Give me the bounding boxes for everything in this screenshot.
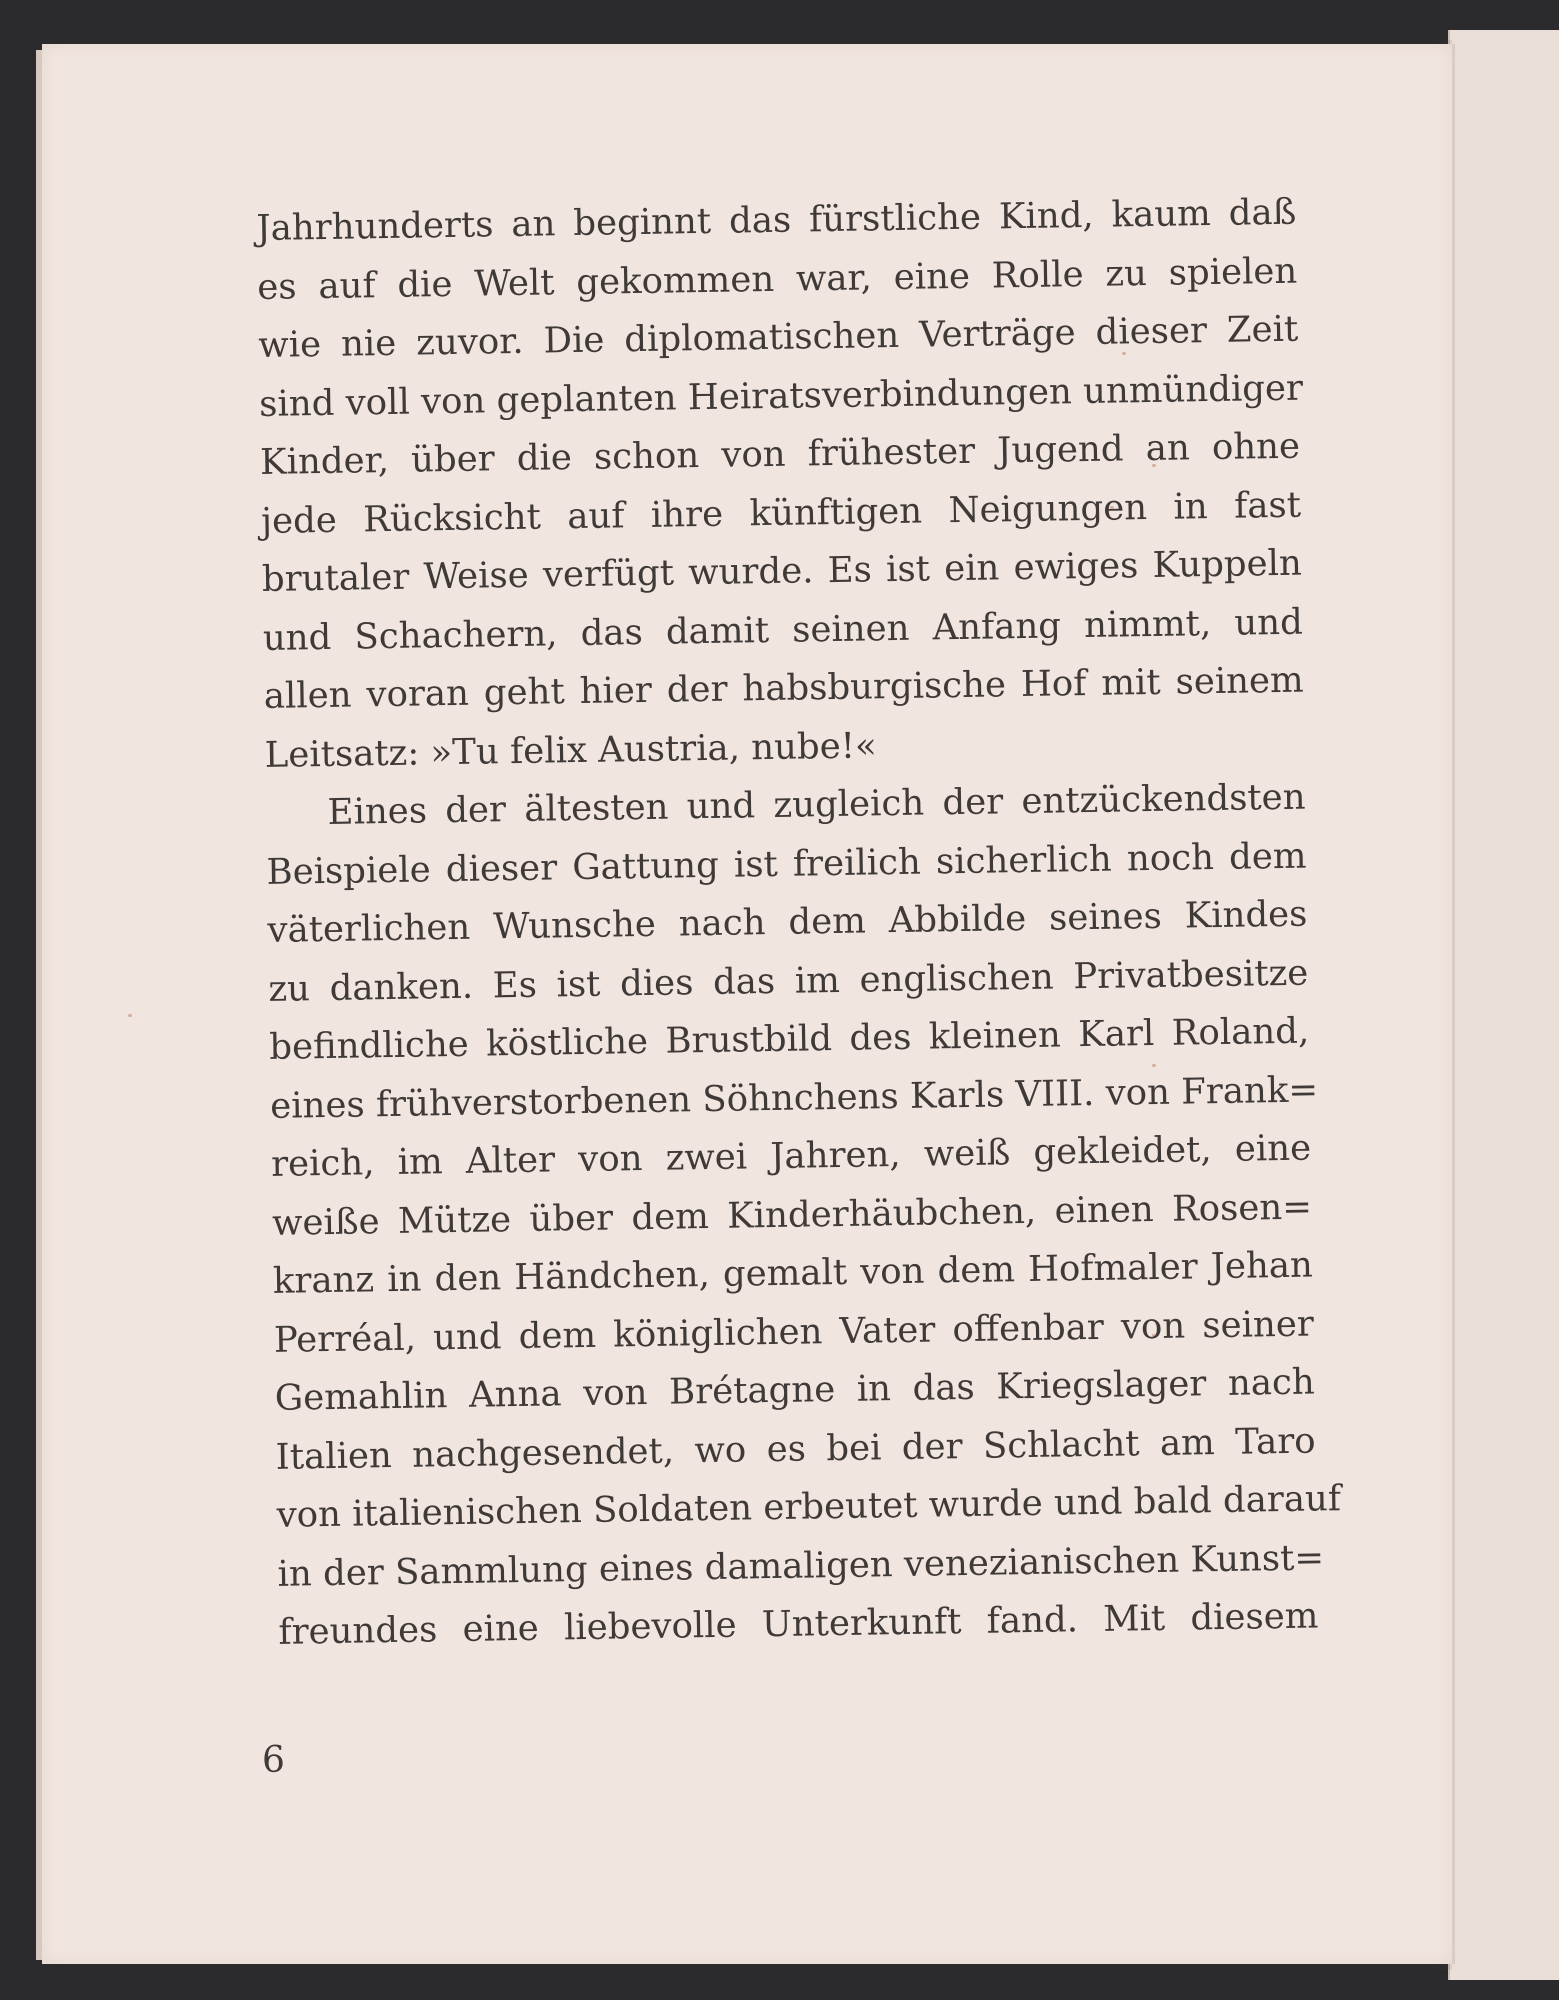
text-line: und Schachern, das damit seinen Anfang nimmt, und <box>262 601 1304 659</box>
text-line: in der Sammlung eines damaligen venezianischen Kunst= <box>277 1536 1325 1595</box>
text-line: Jahrhunderts an beginnt das fürstliche Kind, kaum daß <box>256 191 1297 249</box>
text-line: weiße Mütze über dem Kinderhäubchen, einen Rosen= <box>271 1186 1313 1244</box>
text-line: väterlichen Wunsche nach dem Abbilde seines Kindes <box>267 893 1308 951</box>
text-line: reich, im Alter von zwei Jahren, weiß gekleidet, eine <box>270 1127 1312 1185</box>
text-line: sind voll von geplanten Heiratsverbindungen unmündiger <box>258 367 1304 425</box>
text-line: Leitsatz: »Tu felix Austria, nube!« <box>264 724 877 776</box>
text-line: Eines der ältesten und zugleich der entzückendsten <box>327 776 1306 833</box>
text-line: zu danken. Es ist dies das im englischen Privatbesitze <box>268 952 1309 1010</box>
text-line: Gemahlin Anna von Brétagne in das Kriegslager nach <box>274 1361 1316 1419</box>
text-line: Beispiele dieser Gattung ist freilich sicherlich noch dem <box>266 835 1307 893</box>
text-line: eines frühverstorbenen Söhnchens Karls VIII. von Frank= <box>269 1068 1319 1127</box>
text-line: wie nie zuvor. Die diplomatischen Verträge dieser Zeit <box>257 308 1299 366</box>
text-line: brutaler Weise verfügt wurde. Es ist ein ewiges Kuppeln <box>261 542 1303 600</box>
text-line: Perréal, und dem königlichen Vater offenbar von seiner <box>273 1303 1315 1361</box>
text-line: kranz in den Händchen, gemalt von dem Hofmaler Jehan <box>272 1244 1314 1302</box>
body-text <box>256 184 1342 1663</box>
text-line: befindliche köstliche Brustbild des kleinen Karl Roland, <box>268 1010 1310 1068</box>
text-line: von italienischen Soldaten erbeutet wurde und bald darauf <box>276 1478 1342 1536</box>
text-line: es auf die Welt gekommen war, eine Rolle zu spielen <box>257 250 1298 308</box>
paper-speck <box>128 1014 132 1017</box>
text-line: jede Rücksicht auf ihre künftigen Neigungen in fast <box>260 484 1302 542</box>
text-line: Italien nachgesendet, wo es bei der Schlacht am Taro <box>275 1420 1316 1478</box>
text-line: allen voran geht hier der habsburgische Hof mit seinem <box>263 659 1304 717</box>
page-number: 6 <box>262 1740 285 1781</box>
facing-page-edge <box>1448 30 1559 1980</box>
text-line: Kinder, über die schon von frühester Jugend an ohne <box>259 425 1301 483</box>
text-line: freundes eine liebevolle Unterkunft fand. Mit diesem <box>278 1595 1319 1653</box>
